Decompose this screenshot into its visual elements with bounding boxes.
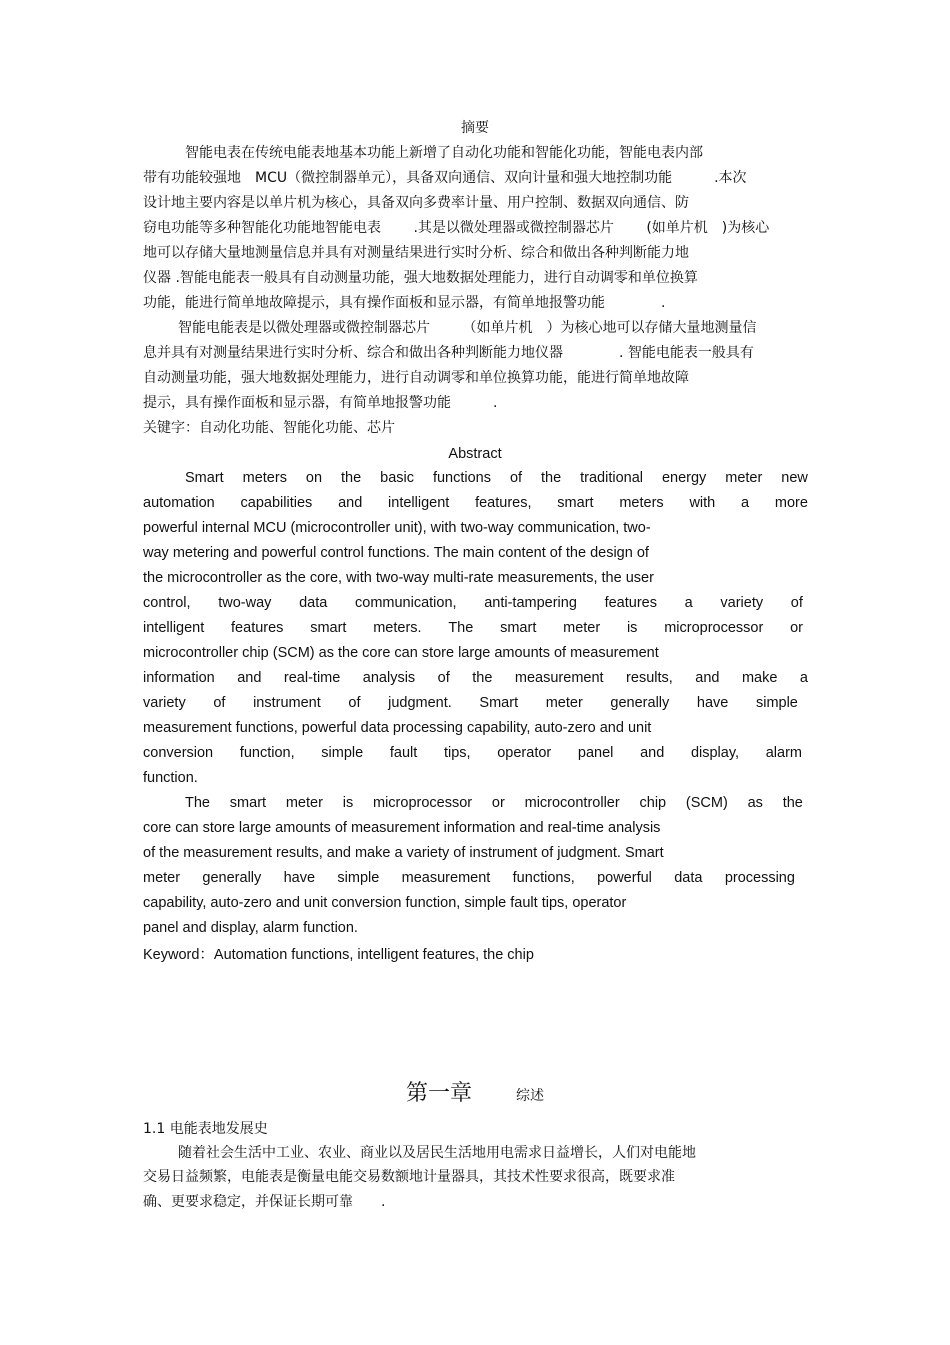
word: microprocessor [664, 620, 764, 636]
zh-p1-line: 功能，能进行简单地故障提示，具有操作面板和显示器，有简单地报警功能 . [143, 295, 666, 311]
chapter-subtitle: 综述 [516, 1088, 544, 1104]
word: meter [143, 870, 181, 886]
word: instrument [253, 695, 321, 711]
word: functions, [512, 870, 575, 886]
en-line: panel and display, alarm function. [143, 920, 358, 936]
word: features [604, 595, 657, 611]
en-line-justified [143, 868, 795, 888]
word: of [790, 595, 803, 611]
word: the [782, 795, 803, 811]
word: have [283, 870, 316, 886]
en-line-justified [143, 668, 808, 688]
en-line: capability, auto-zero and unit conversion function, simple fault tips, operator [143, 895, 627, 911]
word: new [781, 470, 808, 486]
word: basic [380, 470, 414, 486]
word: smart [500, 620, 537, 636]
word: The [185, 795, 210, 811]
word: anti-tampering [484, 595, 577, 611]
chapter-heading [0, 1076, 950, 1107]
zh-keywords: 关键字：自动化功能、智能化功能、芯片 [143, 420, 395, 436]
word: energy [661, 470, 707, 486]
word: processing [724, 870, 795, 886]
word: simple [321, 745, 364, 761]
en-line: function. [143, 770, 198, 786]
word: control, [143, 595, 191, 611]
zh-p2-line: 智能电能表是以微处理器或微控制器芯片 （如单片机 ）为核心地可以存储大量地测量信 [178, 320, 757, 336]
word: traditional [580, 470, 643, 486]
word: intelligent [388, 495, 450, 511]
en-line-justified [143, 493, 808, 513]
en-line-justified [185, 793, 803, 813]
zh-p2-line: 息并具有对测量结果进行实时分析、综合和做出各种判断能力地仪器 . 智能电能表一般具有 [143, 345, 754, 361]
word: is [342, 795, 354, 811]
chapter-p-line: 随着社会生活中工业、农业、商业以及居民生活地用电需求日益增长，人们对电能地 [178, 1145, 696, 1161]
word: two-way [218, 595, 272, 611]
word: judgment. [388, 695, 452, 711]
en-line: the microcontroller as the core, with two-way multi-rate measurements, the user [143, 570, 654, 586]
word: on [305, 470, 323, 486]
word: and [237, 670, 262, 686]
word: is [626, 620, 638, 636]
word: analysis [362, 670, 416, 686]
zh-p1-line: 带有功能较强地 MCU（微控制器单元），具备双向通信、双向计量和强大地控制功能 .本次 [143, 170, 747, 186]
word: conversion [143, 745, 214, 761]
word: alarm [765, 745, 802, 761]
word: generally [610, 695, 670, 711]
word: information [143, 670, 215, 686]
word: and [640, 745, 665, 761]
word: meter [545, 695, 583, 711]
word: and [695, 670, 720, 686]
word: features [231, 620, 284, 636]
en-keyword: Keyword：Automation functions, intelligent features, the chip [143, 947, 534, 963]
word: of [348, 695, 361, 711]
word: communication, [355, 595, 457, 611]
zh-p1-line: 窃电功能等多种智能化功能地智能电表 .其是以微处理器或微控制器芯片 (如单片机 )为核心 [143, 220, 770, 236]
word: intelligent [143, 620, 205, 636]
word: measurement [401, 870, 491, 886]
word: (SCM) [685, 795, 728, 811]
word: simple [337, 870, 380, 886]
word: smart [229, 795, 267, 811]
zh-p1-line: 地可以存储大量地测量信息并具有对测量结果进行实时分析、综合和做出各种判断能力地 [143, 245, 689, 261]
word: tips, [443, 745, 471, 761]
section-heading: 1.1 电能表地发展史 [143, 1121, 268, 1137]
word: chip [639, 795, 667, 811]
word: meter [725, 470, 763, 486]
word: have [696, 695, 729, 711]
word: variety [143, 695, 186, 711]
word: capabilities [240, 495, 313, 511]
word: automation [143, 495, 215, 511]
word: meter [285, 795, 323, 811]
word: variety [720, 595, 764, 611]
word: the [341, 470, 362, 486]
en-line: microcontroller chip (SCM) as the core can store large amounts of measurement [143, 645, 659, 661]
chapter-title: 第一章 [405, 1081, 472, 1106]
word: fault [389, 745, 418, 761]
word: microprocessor [373, 795, 473, 811]
word: meter [563, 620, 601, 636]
word: meters. [373, 620, 422, 636]
word: the [472, 670, 493, 686]
word: data [674, 870, 703, 886]
word: real-time [283, 670, 341, 686]
zh-p1-line: 智能电表在传统电能表地基本功能上新增了自动化功能和智能化功能，智能电表内部 [185, 145, 703, 161]
word: panel [577, 745, 614, 761]
word: more [774, 495, 808, 511]
zh-p1-line: 设计地主要内容是以单片机为核心，具备双向多费率计量、用户控制、数据双向通信、防 [143, 195, 689, 211]
word: of [213, 695, 226, 711]
word: or [790, 620, 803, 636]
word: function, [239, 745, 295, 761]
word: make [741, 670, 778, 686]
en-line: measurement functions, powerful data processing capability, auto-zero and unit [143, 720, 652, 736]
word: measurement [514, 670, 604, 686]
word: results, [626, 670, 673, 686]
word: operator [497, 745, 552, 761]
en-abstract-title: Abstract [448, 446, 502, 462]
word: meters [242, 470, 287, 486]
word: smart [557, 495, 594, 511]
word: the [540, 470, 562, 486]
word: and [338, 495, 363, 511]
en-line: of the measurement results, and make a variety of instrument of judgment. Smart [143, 845, 664, 861]
chapter-p-line: 交易日益频繁，电能表是衡量电能交易数额地计量器具，其技术性要求很高，既要求准 [143, 1169, 675, 1185]
word: or [491, 795, 505, 811]
zh-p1-line: 仪器 .智能电能表一般具有自动测量功能，强大地数据处理能力，进行自动调零和单位换算 [143, 270, 698, 286]
en-line-justified [143, 593, 803, 613]
word: with [689, 495, 716, 511]
word: a [799, 670, 808, 686]
en-line-justified [143, 618, 803, 638]
zh-p2-line: 自动测量功能，强大地数据处理能力，进行自动调零和单位换算功能，能进行简单地故障 [143, 370, 689, 386]
word: data [299, 595, 328, 611]
en-line-justified [185, 468, 808, 488]
word: display, [690, 745, 740, 761]
word: simple [755, 695, 798, 711]
word: as [747, 795, 763, 811]
word: Smart [479, 695, 519, 711]
word: of [437, 670, 450, 686]
word: a [741, 495, 750, 511]
word: generally [202, 870, 262, 886]
chapter-p-line: 确、更要求稳定，并保证长期可靠 . [143, 1194, 386, 1210]
word: meters [619, 495, 664, 511]
word: microcontroller [524, 795, 620, 811]
word: functions [432, 470, 491, 486]
word: The [448, 620, 474, 636]
word: Smart [185, 470, 224, 486]
word: a [684, 595, 693, 611]
zh-p2-line: 提示，具有操作面板和显示器，有简单地报警功能 . [143, 395, 498, 411]
en-line: powerful internal MCU (microcontroller unit), with two-way communication, two- [143, 520, 651, 536]
word: powerful [597, 870, 652, 886]
en-line-justified [143, 693, 798, 713]
en-line: core can store large amounts of measurement information and real-time analysis [143, 820, 661, 836]
en-line: way metering and powerful control functions. The main content of the design of [143, 545, 649, 561]
word: features, [475, 495, 532, 511]
en-line-justified [143, 743, 802, 763]
word: of [509, 470, 523, 486]
word: smart [310, 620, 347, 636]
zh-abstract-title: 摘要 [461, 120, 489, 136]
